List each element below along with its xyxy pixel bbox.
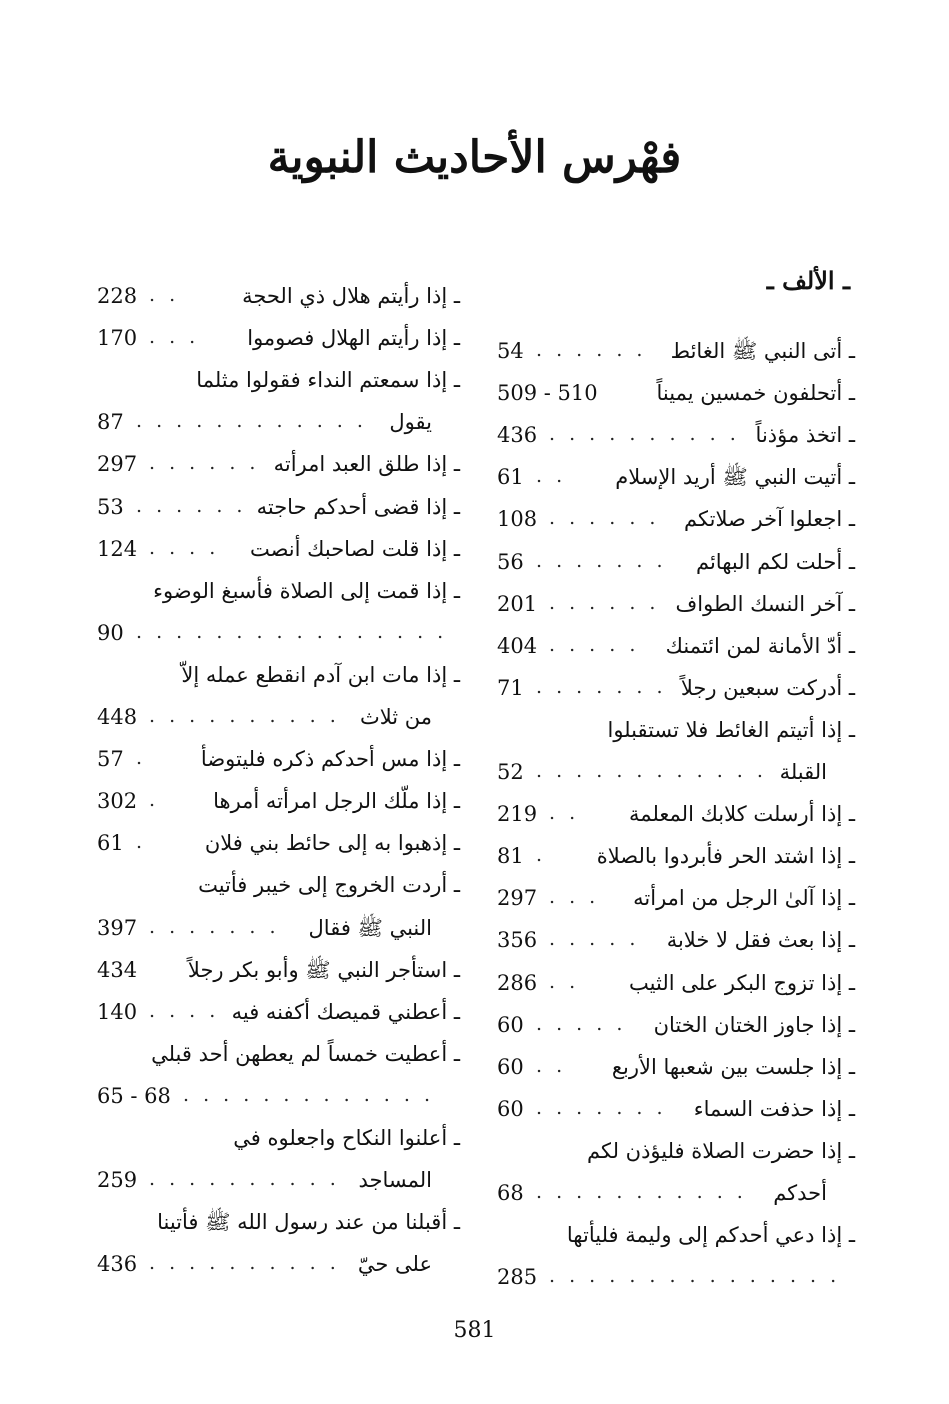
entry-page-number: 60	[497, 1096, 524, 1121]
entry-page-number: 436	[497, 423, 538, 448]
entry-text: ـ أردت الخروج إلى خيبر فأتيت	[198, 873, 460, 898]
entry-page-number: 219	[497, 802, 538, 827]
entry-page-number: 170	[97, 326, 138, 351]
entry-leader-dots: . . . . . .	[136, 494, 247, 517]
index-entry	[495, 793, 855, 835]
index-entry	[495, 583, 855, 625]
index-entry	[95, 443, 460, 485]
entry-page-number: 140	[97, 999, 138, 1024]
index-entry	[495, 667, 855, 709]
index-entry	[95, 612, 460, 654]
index-entry	[95, 822, 460, 864]
entry-leader-dots: . . . . . . . . . .	[149, 1252, 340, 1275]
entry-leader-dots: . . . . . . .	[536, 549, 667, 572]
index-entry	[95, 570, 460, 612]
entry-text: ـ أدّ الأمانة لمن ائتمنك	[665, 633, 855, 658]
index-entry	[95, 486, 460, 528]
index-entry	[95, 1117, 460, 1159]
index-entry	[495, 877, 855, 919]
entry-text: ـ إذا ملّك الرجل امرأته أمرها	[213, 789, 460, 814]
entry-leader-dots: . . . . . . . . . . .	[536, 1181, 747, 1203]
entry-page-number: 404	[497, 633, 538, 658]
entry-text: على حيّ	[357, 1252, 432, 1277]
entry-page-number: 285	[497, 1265, 538, 1290]
index-entry	[495, 456, 855, 498]
index-entry	[495, 962, 855, 1004]
entry-page-number: 228	[97, 284, 138, 308]
entry-page-number: 60	[497, 1012, 524, 1037]
entry-page-number: 356	[497, 928, 538, 953]
entry-text: ـ أدركت سبعين رجلاً	[680, 675, 855, 700]
entry-page-number: 434	[97, 957, 138, 982]
entry-leader-dots: . . . . . .	[536, 339, 647, 361]
index-entry	[95, 317, 460, 359]
index-entry	[495, 541, 855, 583]
entry-text: ـ أتى النبي ﷺ الغائط	[670, 339, 855, 363]
entry-text: من ثلاث	[359, 705, 432, 729]
entry-leader-dots: . . . .	[149, 999, 220, 1022]
entry-text: ـ أحلت لكم البهائم	[695, 549, 855, 574]
index-entry	[495, 751, 855, 793]
entry-leader-dots: . .	[549, 970, 580, 993]
entry-leader-dots: . . . . .	[549, 928, 640, 951]
entry-text: ـ إذا اشتد الحر فأبردوا بالصلاة	[596, 844, 855, 869]
entry-text: ـ إذا رأيتم هلال ذي الحجة	[242, 284, 460, 308]
index-entry	[95, 696, 460, 738]
entry-page-number: 397	[97, 915, 138, 940]
index-entry	[495, 1046, 855, 1088]
index-entry	[495, 625, 855, 667]
entry-text: ـ اتخذ مؤذناً	[755, 423, 855, 448]
entry-page-number: 124	[97, 536, 138, 561]
entry-leader-dots: .	[136, 831, 147, 854]
entry-page-number: 286	[497, 970, 538, 995]
entry-leader-dots: . . . . . . . . . . . .	[536, 760, 767, 782]
entry-page-number: 448	[97, 705, 138, 729]
entry-text: ـ إذا سمعتم النداء فقولوا مثلما	[196, 368, 460, 393]
index-entry	[495, 372, 855, 414]
entry-text: ـ إذا قمت إلى الصلاة فأسبغ الوضوء	[153, 578, 460, 603]
entry-text: ـ أتحلفون خمسين يميناً	[656, 381, 855, 406]
entry-leader-dots: . . .	[149, 326, 200, 349]
entry-text: ـ آخر النسك الطواف	[675, 591, 855, 616]
index-entry	[95, 780, 460, 822]
index-entry	[495, 835, 855, 877]
index-entry	[95, 864, 460, 906]
entry-text: ـ إذا تزوج البكر على الثيب	[629, 970, 855, 995]
index-entry	[95, 1243, 460, 1285]
index-entry	[95, 401, 460, 443]
entry-leader-dots: . . . . . . .	[149, 915, 280, 938]
entry-leader-dots: . . . . . . . . . .	[149, 1168, 340, 1191]
entry-text: ـ استأجر النبي ﷺ وأبو بكر رجلاً	[187, 957, 460, 982]
entry-text: ـ إذهبوا به إلى حائط بني فلان	[204, 831, 460, 856]
entry-leader-dots: . . . . .	[549, 633, 640, 656]
entry-text: القبلة	[779, 760, 827, 784]
entry-page-number: 54	[497, 339, 524, 363]
entry-text: ـ إذا رأيتم الهلال فصوموا	[247, 326, 460, 351]
entry-page-number: 71	[497, 675, 524, 700]
index-entry	[495, 330, 855, 372]
entry-page-number: 259	[97, 1168, 138, 1193]
entry-page-number: 61	[97, 831, 124, 856]
entry-page-number: 297	[497, 886, 538, 911]
entry-text: ـ أعطيت خمساً لم يعطهن أحد قبلي	[151, 1041, 460, 1066]
index-entry	[95, 528, 460, 570]
entry-text: ـ اجعلوا آخر صلاتكم	[684, 507, 855, 532]
entry-text: ـ أعلنوا النكاح واجعلوه في	[233, 1126, 460, 1150]
entry-text: أحدكم	[773, 1181, 827, 1205]
entry-leader-dots: . . . . . . . . . .	[549, 423, 740, 446]
entry-page-number: 60	[497, 1054, 524, 1079]
entry-page-number: 302	[97, 789, 138, 814]
entry-leader-dots: . .	[549, 802, 580, 825]
entry-page-number: 81	[497, 844, 524, 869]
index-entry	[95, 738, 460, 780]
entry-page-number: 65 - 68	[97, 1083, 171, 1108]
entry-text: ـ إذا جلست بين شعبها الأربع	[611, 1054, 855, 1079]
entry-text: النبي ﷺ فقال	[308, 915, 432, 940]
entry-leader-dots: . .	[536, 1054, 567, 1077]
index-entry	[495, 1172, 855, 1214]
index-entry	[495, 1130, 855, 1172]
entry-text: ـ إذا بعث فقل لا خلابة	[666, 928, 855, 953]
entry-page-number: 56	[497, 549, 524, 574]
entry-leader-dots: . . . . . . . . . . . . .	[183, 1083, 434, 1106]
entry-text: ـ أقبلنا من عند رسول الله ﷺ فأتينا	[157, 1210, 460, 1235]
entry-text: ـ أتيت النبي ﷺ أريد الإسلام	[615, 465, 855, 490]
entry-leader-dots: . . . .	[149, 536, 220, 559]
index-entry	[495, 498, 855, 540]
entry-page-number: 61	[497, 465, 524, 490]
index-entry	[495, 1256, 855, 1298]
index-entry	[495, 1004, 855, 1046]
entry-text: ـ إذا قلت لصاحبك أنصت	[249, 536, 460, 561]
entry-page-number: 201	[497, 591, 538, 616]
entry-text: ـ إذا مس أحدكم ذكره فليتوضأ	[200, 747, 460, 772]
index-entry	[95, 654, 460, 696]
entry-leader-dots: .	[149, 789, 160, 812]
index-entry	[495, 1088, 855, 1130]
entry-text: ـ إذا أتيتم الغائط فلا تستقبلوا	[607, 717, 855, 742]
index-entry	[95, 949, 460, 991]
index-entry	[95, 907, 460, 949]
entry-text: ـ إذا أرسلت كلابك المعلمة	[629, 802, 855, 827]
entry-text: ـ إذا دعي أحدكم إلى وليمة فليأتها	[566, 1223, 855, 1248]
entry-page-number: 90	[97, 620, 124, 645]
entry-text: ـ إذا آلىٰ الرجل من امرأته	[633, 886, 855, 911]
entry-leader-dots: . . . . . . .	[536, 675, 667, 698]
entry-leader-dots: .	[536, 844, 547, 867]
entry-leader-dots: . .	[536, 465, 567, 488]
entry-page-number: 509 - 510	[497, 381, 598, 406]
entry-leader-dots: . . . . . .	[549, 507, 660, 530]
entry-page-number: 87	[97, 410, 124, 435]
index-entry	[95, 1033, 460, 1075]
entry-text: ـ إذا جاوز الختان الختان	[653, 1012, 855, 1037]
entry-text: ـ إذا مات ابن آدم انقطع عمله إلاّ	[181, 662, 460, 687]
index-entry	[495, 709, 855, 751]
page-number: 581	[453, 1318, 496, 1343]
entry-leader-dots: .	[136, 747, 147, 770]
entry-leader-dots: . . . . . . .	[536, 1096, 667, 1119]
entry-page-number: 57	[97, 747, 124, 772]
entry-text: ـ إذا حذفت السماء	[693, 1096, 855, 1121]
entry-text: المساجد	[358, 1168, 432, 1193]
entry-page-number: 297	[97, 452, 138, 477]
entry-page-number: 108	[497, 507, 538, 532]
index-entry	[95, 275, 460, 317]
entry-leader-dots: . . . . . . . . . . . . . . .	[549, 1265, 841, 1288]
entry-leader-dots: . . . . . . . . . . . . . . . .	[136, 620, 448, 643]
entry-leader-dots: . .	[149, 284, 180, 306]
entry-page-number: 68	[497, 1181, 524, 1205]
entry-leader-dots: . . . . .	[536, 1012, 627, 1035]
entry-leader-dots: . . . . . .	[549, 591, 660, 614]
index-entry	[495, 1214, 855, 1256]
entry-text: ـ إذا طلق العبد امرأته	[273, 452, 460, 477]
section-heading: ـ الألف ـ	[766, 266, 850, 295]
page-title: فهْرس الأحاديث النبوية	[267, 132, 682, 183]
entry-leader-dots: . . .	[549, 886, 600, 909]
entry-page-number: 436	[97, 1252, 138, 1277]
index-entry	[495, 919, 855, 961]
entry-page-number: 52	[497, 760, 524, 784]
index-entry	[95, 1159, 460, 1201]
index-entry	[95, 1201, 460, 1243]
entry-leader-dots: . . . . . . . . . . . .	[136, 410, 367, 433]
entry-leader-dots: . . . . . . . . . .	[149, 705, 340, 727]
entry-text: ـ إذا حضرت الصلاة فليؤذن لكم	[587, 1138, 855, 1163]
entry-leader-dots: . . . . . .	[149, 452, 260, 475]
index-entry	[95, 359, 460, 401]
entry-text: يقول	[389, 410, 432, 435]
entry-text: ـ إذا قضى أحدكم حاجته	[256, 494, 460, 519]
entry-page-number: 53	[97, 494, 124, 519]
index-entry	[495, 414, 855, 456]
index-entry	[95, 991, 460, 1033]
index-entry	[95, 1075, 460, 1117]
entry-text: ـ أعطني قميصك أكفنه فيه	[231, 999, 460, 1024]
